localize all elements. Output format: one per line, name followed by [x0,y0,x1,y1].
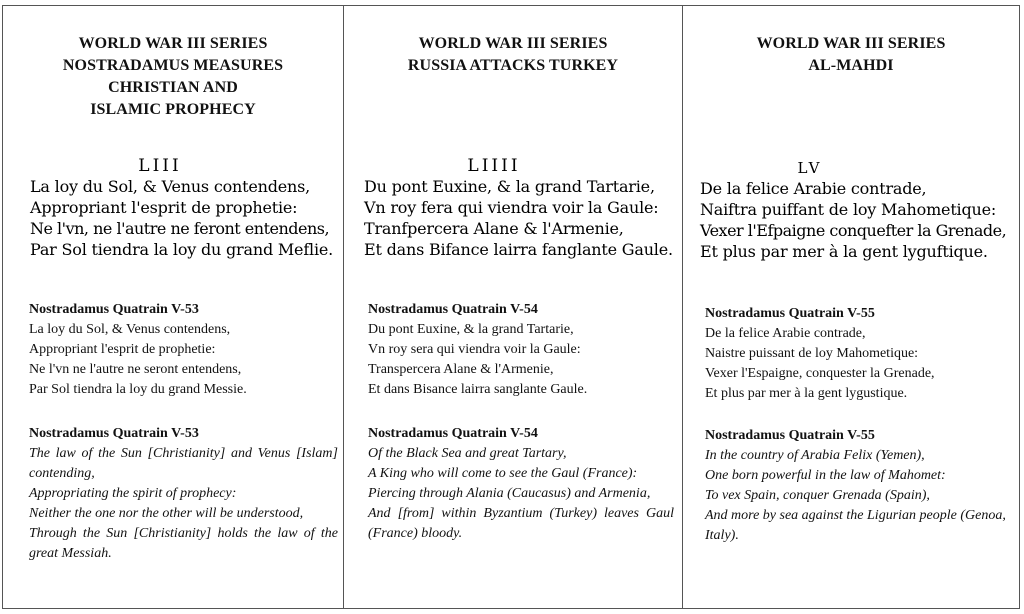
scan-line: La loy du Sol, & Venus contendens, [30,177,311,196]
english-quatrain [705,426,1017,546]
quatrain-line: Par Sol tiendra la loy du grand Messie. [29,382,247,397]
title-line: WORLD WAR III SERIES [78,35,268,52]
quatrain-heading: Nostradamus Quatrain V-54 [368,302,538,317]
scan-line: Et plus par mer à la gent lyguftique. [700,242,988,261]
quatrain-heading: Nostradamus Quatrain V-55 [705,428,875,443]
quatrain-line: Et dans Bisance lairra sanglante Gaule. [368,382,588,397]
quatrain-line: One born powerful in the law of Mahomet: [705,468,946,483]
quatrain-line: Appropriating the spirit of prophecy: [29,486,237,501]
title-line: CHRISTIAN AND [108,79,238,96]
quatrain-line: Vn roy sera qui viendra voir la Gaule: [368,342,581,357]
quatrain-number: LIII [138,156,182,176]
french-quatrain [368,300,673,400]
scan-line: Appropriant l'esprit de prophetie: [30,198,298,217]
quatrain-line: Of the Black Sea and great Tartary, [368,446,567,461]
quatrain-line: A King who will come to see the Gaul (France): [368,466,638,481]
quatrain-line: Naistre puissant de loy Mahometique: [705,346,919,361]
quatrain-heading: Nostradamus Quatrain V-54 [368,426,538,441]
quatrain-line: De la felice Arabie contrade, [705,326,866,341]
french-quatrain [29,300,334,400]
quatrain-heading: Nostradamus Quatrain V-53 [29,426,199,441]
quatrain-line: To vex Spain, conquer Grenada (Spain), [705,488,930,503]
quatrain-line: La loy du Sol, & Venus contendens, [29,322,231,337]
quatrain-number: LV [797,159,823,177]
scan-line: Naiftra puiffant de loy Mahometique: [700,200,997,219]
quatrain-line: The law of the Sun [Christianity] and Venus [Islam] contending, [29,446,338,481]
scan-line: De la felice Arabie contrade, [700,179,927,198]
title-line: WORLD WAR III SERIES [418,35,608,52]
quatrain-heading: Nostradamus Quatrain V-53 [29,302,199,317]
english-quatrain [29,424,338,564]
scan-line: Ne l'vn, ne l'autre ne feront entendens, [30,219,330,238]
scan-line: Du pont Euxine, & la grand Tartarie, [364,177,655,196]
column-title [3,33,343,121]
scan-line: Tranfpercera Alane & l'Armenie, [364,219,624,238]
column-quatrain-v53 [3,6,343,608]
quatrain-line: Ne l'vn ne l'autre ne seront entendens, [29,362,242,377]
quatrain-line: Du pont Euxine, & la grand Tartarie, [368,322,574,337]
title-line: NOSTRADAMUS MEASURES [62,57,284,74]
english-quatrain [368,424,674,544]
scan-line: Vexer l'Efpaigne conquefter la Grenade, [700,221,1007,240]
quatrain-line: Et plus par mer à la gent lygustique. [705,386,908,401]
quatrain-number: LIIII [467,156,521,176]
quatrain-line: Piercing through Alania (Caucasus) and Armenia, [368,486,651,501]
title-line: WORLD WAR III SERIES [756,35,946,52]
scanned-quatrain [700,158,1015,262]
title-line: AL-MAHDI [808,57,894,74]
quatrain-line: Neither the one nor the other will be understood, [29,506,304,521]
scan-line: Vn roy fera qui viendra voir la Gaule: [364,198,659,217]
scan-line: Et dans Bifance lairra fanglante Gaule. [364,240,673,259]
title-line: ISLAMIC PROPHECY [90,101,256,118]
quatrain-table [2,5,1020,609]
scanned-quatrain [364,156,673,260]
scan-line: Par Sol tiendra la loy du grand Meflie. [30,240,334,259]
quatrain-heading: Nostradamus Quatrain V-55 [705,306,875,321]
column-title [683,33,1019,77]
column-quatrain-v55 [682,6,1019,608]
quatrain-line: Through the Sun [Christianity] holds the law of the great Messiah. [29,526,338,561]
french-quatrain [705,304,1010,404]
quatrain-line: Vexer l'Espaigne, conquester la Grenade, [705,366,935,381]
quatrain-line: And more by sea against the Ligurian people (Genoa, Italy). [705,508,1006,543]
column-quatrain-v54 [343,6,682,608]
quatrain-line: Appropriant l'esprit de prophetie: [29,342,216,357]
quatrain-line: Transpercera Alane & l'Armenie, [368,362,554,377]
column-title [344,33,682,77]
scanned-quatrain [30,156,334,260]
quatrain-line: In the country of Arabia Felix (Yemen), [705,448,925,463]
quatrain-line: And [from] within Byzantium (Turkey) leaves Gaul (France) bloody. [368,506,674,541]
title-line: RUSSIA ATTACKS TURKEY [407,57,619,74]
